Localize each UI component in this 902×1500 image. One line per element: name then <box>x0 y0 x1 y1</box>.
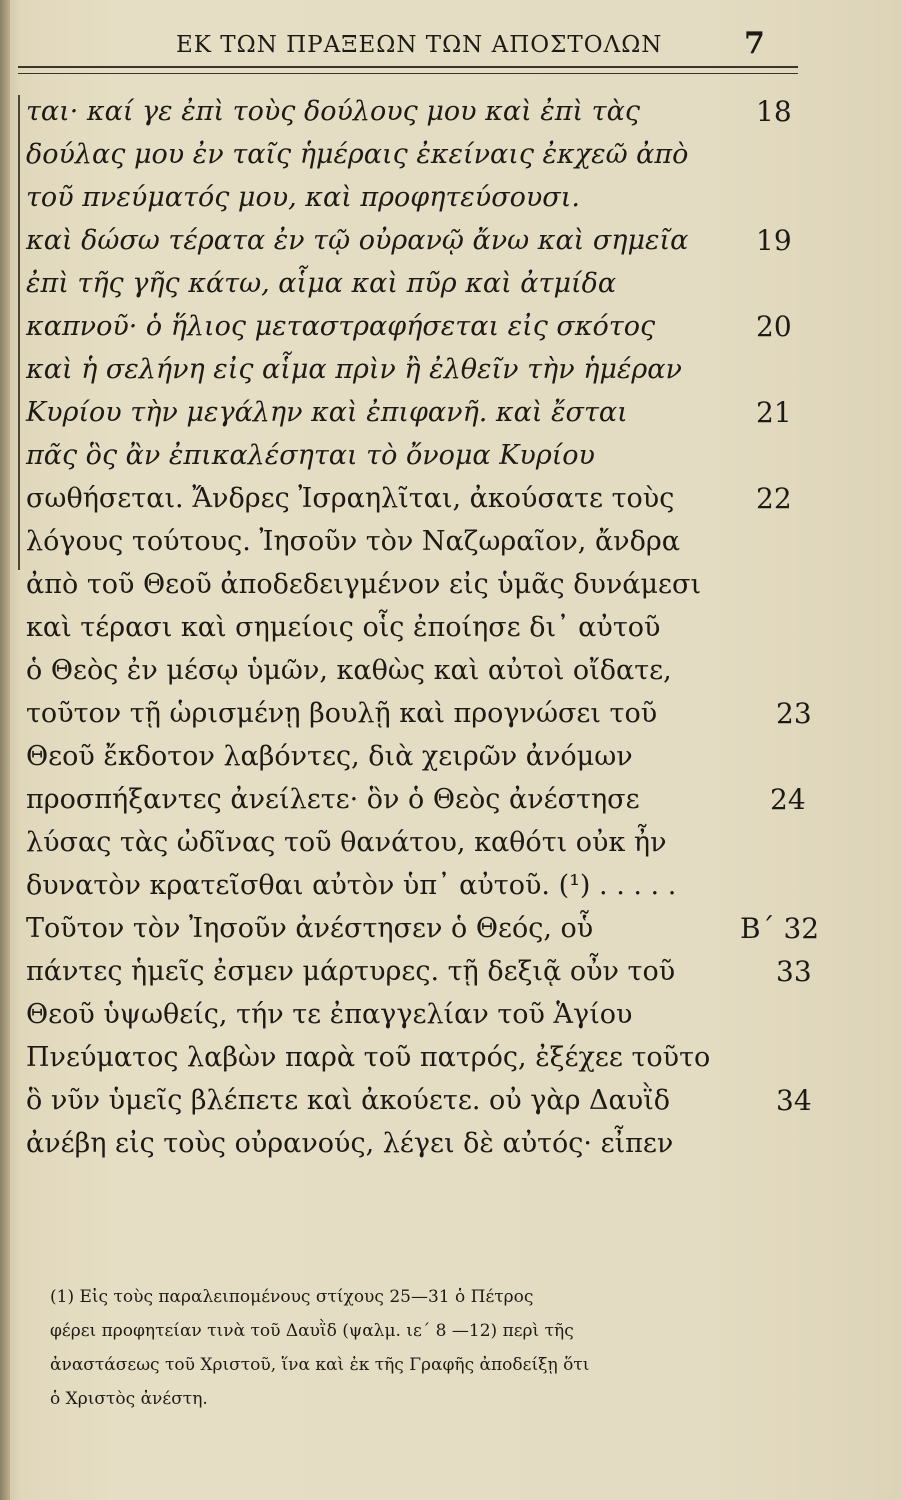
text-line: προσπήξαντες ἀνείλετε· ὃν ὁ Θεὸς ἀνέστησε <box>26 784 640 815</box>
text-line: ἐπὶ τῆς γῆς κάτω, αἷμα καὶ πῦρ καὶ ἀτμίδα <box>26 268 617 299</box>
verse-number: 18 <box>756 95 792 128</box>
text-line: λόγους τούτους. Ἰησοῦν τὸν Ναζωραῖον, ἄνδρα <box>26 526 680 557</box>
text-line: ὃ νῦν ὑμεῖς βλέπετε καὶ ἀκούετε. οὐ γὰρ Δαυῒδ <box>26 1085 671 1116</box>
text-line: ται· καί γε ἐπὶ τοὺς δούλους μου καὶ ἐπὶ τὰς <box>26 96 640 127</box>
page-title: ΕΚ ΤΩΝ ΠΡΑΞΕΩΝ ΤΩΝ ΑΠΟΣΤΟΛΩΝ <box>176 32 663 58</box>
footnote-line: ὁ Χριστὸς ἀνέστη. <box>50 1389 208 1409</box>
text-line: δούλας μου ἐν ταῖς ἡμέραις ἐκείναις ἐκχεῶ ἀπὸ <box>26 139 689 170</box>
header-rule <box>18 66 798 68</box>
running-head <box>160 26 810 70</box>
text-line: καὶ ἡ σελήνη εἰς αἷμα πρὶν ἢ ἐλθεῖν τὴν ἡμέραν <box>26 354 682 385</box>
verse-number: 24 <box>770 783 806 816</box>
verse-number: 33 <box>776 955 812 988</box>
text-line: Θεοῦ ὑψωθείς, τήν τε ἐπαγγελίαν τοῦ Ἁγίου <box>26 999 633 1030</box>
text-line: ἀπὸ τοῦ Θεοῦ ἀποδεδειγμένον εἰς ὑμᾶς δυνάμεσι <box>26 569 702 600</box>
text-line: λύσας τὰς ὠδῖνας τοῦ θανάτου, καθότι οὐκ ἦν <box>26 827 667 858</box>
text-line: τοῦ πνεύματός μου, καὶ προφητεύσουσι. <box>26 182 580 213</box>
text-line: καὶ δώσω τέρατα ἐν τῷ οὐρανῷ ἄνω καὶ σημεῖα <box>26 225 689 256</box>
text-line: καπνοῦ· ὁ ἥλιος μεταστραφήσεται εἰς σκότος <box>26 311 656 342</box>
header-rule-thin <box>18 73 798 74</box>
verse-number: Β΄ 32 <box>740 912 820 945</box>
text-line: ὁ Θεὸς ἐν μέσῳ ὑμῶν, καθὼς καὶ αὐτοὶ οἴδατε, <box>26 655 672 686</box>
text-line: πᾶς ὃς ἂν ἐπικαλέσηται τὸ ὄνομα Κυρίου <box>26 440 595 471</box>
text-line: καὶ τέρασι καὶ σημείοις οἷς ἐποίησε δι᾽ αὐτοῦ <box>26 612 661 643</box>
text-line: Πνεύματος λαβὼν παρὰ τοῦ πατρός, ἐξέχεε τοῦτο <box>26 1042 711 1073</box>
verse-number: 22 <box>756 482 792 515</box>
text-line: Θεοῦ ἔκδοτον λαβόντες, διὰ χειρῶν ἀνόμων <box>26 741 633 772</box>
footnote-line: (1) Εἰς τοὺς παραλειπομένους στίχους 25—31 ὁ Πέτρος <box>50 1287 534 1307</box>
text-line: τοῦτον τῇ ὡρισμένῃ βουλῇ καὶ προγνώσει τοῦ <box>26 698 658 729</box>
margin-rule <box>18 95 20 570</box>
binding-edge <box>0 0 10 1500</box>
text-line: Κυρίου τὴν μεγάλην καὶ ἐπιφανῆ. καὶ ἔσται <box>26 397 628 428</box>
verse-number: 21 <box>756 396 792 429</box>
verse-number: 34 <box>776 1084 812 1117</box>
text-line: σωθήσεται. Ἄνδρες Ἰσραηλῖται, ἀκούσατε τοὺς <box>26 483 675 514</box>
page-number: 7 <box>744 26 766 61</box>
verse-number: 23 <box>776 697 812 730</box>
text-line: πάντες ἡμεῖς ἐσμεν μάρτυρες. τῇ δεξιᾷ οὖν τοῦ <box>26 956 676 987</box>
footnote-line: ἀναστάσεως τοῦ Χριστοῦ, ἵνα καὶ ἐκ τῆς Γραφῆς ἀποδείξῃ ὅτι <box>50 1355 590 1375</box>
footnote-line: φέρει προφητείαν τινὰ τοῦ Δαυῒδ (ψαλμ. ιε΄ 8 —12) περὶ τῆς <box>50 1321 574 1341</box>
verse-number: 19 <box>756 224 792 257</box>
text-line: ἀνέβη εἰς τοὺς οὐρανούς, λέγει δὲ αὐτός· εἶπεν <box>26 1128 674 1159</box>
text-line: Τοῦτον τὸν Ἰησοῦν ἀνέστησεν ὁ Θεός, οὗ <box>26 913 594 944</box>
text-line: δυνατὸν κρατεῖσθαι αὐτὸν ὑπ᾽ αὐτοῦ. (¹) . . . . . <box>26 870 677 901</box>
verse-number: 20 <box>756 310 792 343</box>
